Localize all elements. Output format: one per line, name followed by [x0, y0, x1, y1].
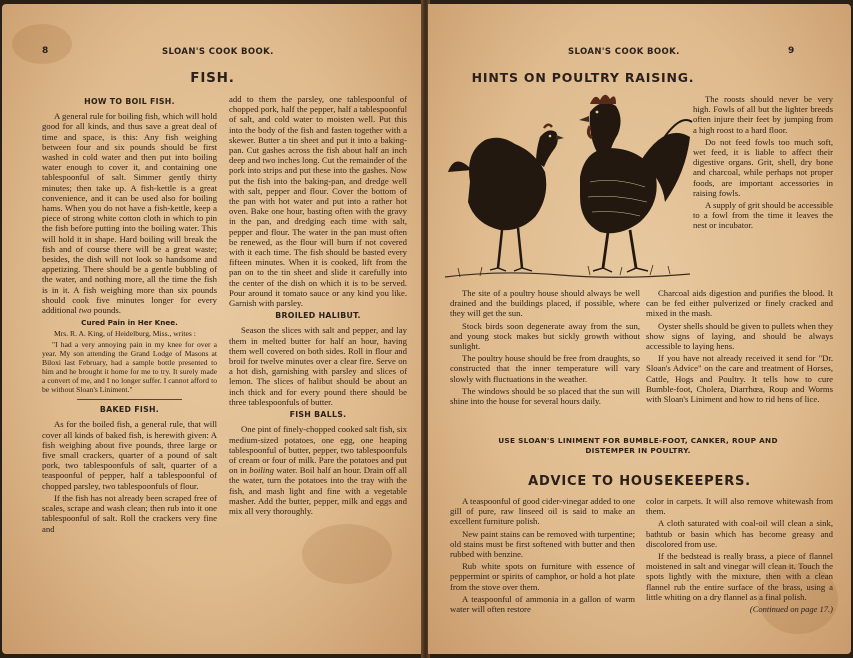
housekeepers-left-column	[450, 496, 635, 616]
boil-fish-text: A general rule for boiling fish, which will hold good for all kinds, and thus save a great deal of time and space, is this: Any fish weighing between four and six pounds should be first washed in cold water and then put into boiling water enough to cover it, and containing one tablespoonful of salt. Simmer gently thirty minutes; then take up. A fish-kettle is a great convenience, and it can be used also for boiling hams. When you do not have a fish-kettle, keep a piece of strong white cotton cloth in which to pin the fish before putting into the boiling water. This will hold it in shape. Hard boiling will break the fish and of course there will be a great waste; besides, the dish will not look so handsome and appetizing. There should be a gentle bubbling of the water, and nothing more, all the time the fish is in it. A fish weighing more than six pounds should cook five minutes longer for every additional two pounds.	[42, 111, 217, 316]
paper-stain	[12, 24, 72, 64]
baked-fish-heading: BAKED FISH.	[99, 405, 160, 415]
fish-balls-heading: FISH BALLS.	[289, 410, 347, 420]
paint-stains-text: New paint stains can be removed with turpentine; old stains must be first softened with butter and then rubbed with benzine.	[450, 528, 635, 560]
stock-text: Stock birds soon degenerate away from the sun, and young stock makes but sickly growth without sunlight.	[450, 320, 640, 352]
coal-oil-text: A cloth saturated with coal-oil will clean a sink, bathtub or basin which has become greasy and discolored from use.	[646, 518, 833, 549]
left-column-2	[229, 94, 407, 518]
section-title: FISH.	[190, 70, 235, 86]
brass-text: If the bedstead is really brass, a piece of flannel moistened in salt and vinegar will clean it. Touch the spots lightly with the mixture, then with a clean flannel rub the entire surface of the brass, using a little whiting on a dry flannel as a final polish.	[646, 551, 833, 602]
oyster-text: Oyster shells should be given to pullets when they show signs of laying, and should be always accessible to laying hens.	[646, 320, 833, 352]
fish-balls-text: One pint of finely-chopped cooked salt fish, six medium-sized potatoes, one egg, one heaping tablespoonful of butter, pepper, two tablespoonfuls of cream or four of milk. Pare the potatoes and put on in boiling water. Boil half an hour. Drain off all the water, turn the potatoes into the tray with the fish, and mash light and fine with a vegetable masher. Add the butter, pepper, milk and eggs and mix all very thoroughly.	[229, 424, 407, 516]
page-number: 9	[788, 46, 795, 56]
advice-text: If you have not already received it send for "Dr. Sloan's Advice" on the care and treatment of Horses, Cattle, Hogs and Poultry. It tells how to cure Bumble-foot, Cholera, Diarrhœa, Roup and Worms with Sloan's Liniment and how to rid hens of lice.	[646, 353, 833, 405]
housekeepers-title: ADVICE TO HOUSEKEEPERS.	[528, 474, 751, 489]
paper-stain	[302, 524, 392, 584]
testimonial-intro: Mrs. R. A. King, of Heidelburg, Miss., writes :	[54, 329, 196, 339]
page-number: 8	[42, 46, 49, 56]
halibut-heading: BROILED HALIBUT.	[275, 311, 361, 321]
baked-fish-text: As for the boiled fish, a general rule, that will cover all kinds of baked fish, is herewith given: A fish weighing about five pounds, three large or five small crackers, quarter of a pound of salt pork, two tablespoonfuls of salt, quarter of a teaspoonful of pepper, half a tablespoonful of chopped parsley, two tablespoonfuls of flour.	[42, 419, 217, 491]
running-head: SLOAN'S COOK BOOK.	[162, 47, 274, 57]
baked-fish-text-2: If the fish has not already been scraped free of scales, scrape and wash clean; then rub into it one tablespoonful of salt. Roll the crackers very fine and	[42, 492, 217, 534]
boil-fish-heading: HOW TO BOIL FISH.	[84, 97, 175, 106]
right-page	[428, 4, 851, 654]
left-column-1	[42, 94, 217, 536]
testimonial	[42, 318, 217, 394]
charcoal-text: Charcoal aids digestion and purifies the blood. It can be fed either pulverized or finely cracked and mixed in the mash.	[646, 288, 833, 319]
poultry-bottom-right-column	[646, 288, 833, 406]
divider	[77, 399, 182, 400]
section-title: HINTS ON POULTRY RAISING.	[471, 70, 695, 85]
site-text: The site of a poultry house should always be well drained and the buildings placed, if possible, where they will get the sun.	[450, 288, 640, 319]
windows-text: The windows should be so placed that the sun will shine into the house for several hours daily.	[450, 385, 640, 407]
white-spots-text: Rub white spots on furniture with essence of peppermint or spirits of camphor, or hold a hot plate from the stove over them.	[450, 561, 635, 592]
ammonia-text: A teaspoonful of ammonia in a gallon of warm water will often restore	[450, 593, 635, 615]
house-text: The poultry house should be free from draughts, so constructed that the inner temperature will vary slowly with fluctuations in the weather.	[450, 353, 640, 384]
roosts-text: The roosts should never be very high. Fowls of all but the lighter breeds often injure their feet by jumping from a high roost to a hard floor.	[693, 94, 833, 135]
halibut-text: Season the slices with salt and pepper, and lay them in melted butter for half an hour, having them well covered on both sides. Roll in flour and broil for twelve minutes over a clear fire. Serve on a hot dish, garnishing with parsley and slices of lemon. The slices of halibut should be about an inch thick and for every pound there should be three tablespoonfuls of butter.	[229, 325, 407, 407]
rooster-and-hen-illustration	[440, 82, 695, 287]
hen-figure	[448, 125, 564, 271]
liniment-advert: USE SLOAN'S LINIMENT FOR BUMBLE-FOOT, CANKER, ROUP AND DISTEMPER IN POULTRY.	[498, 436, 778, 455]
rooster-figure	[579, 95, 692, 272]
feed-text: Do not feed fowls too much soft, wet feed, it is liable to affect their digestive organs. Grit, shell, dry bone and charcoal, while perhaps not proper foods, are important accessories in raising fowls.	[693, 136, 833, 198]
polish-text: A teaspoonful of good cider-vinegar added to one gill of pure, raw linseed oil is said to make an excellent furniture polish.	[450, 496, 635, 527]
grit-text: A supply of grit should be accessible to a fowl from the time it leaves the nest or incubator.	[693, 200, 833, 231]
continued-note: (Continued on page 17.)	[749, 604, 833, 615]
carpet-text: color in carpets. It will also remove whitewash from them.	[646, 496, 833, 517]
left-page	[2, 4, 423, 654]
poultry-top-right-column	[693, 94, 833, 233]
testimonial-heading: Cured Pain in Her Knee.	[81, 318, 178, 328]
baked-fish-continued: add to them the parsley, one tablespoonful of chopped pork, half the pepper, half a tablespoonful of salt, and cold water to moisten well. Put this into the body of the fish and fasten together with a skewer. Butter a tin sheet and put it into a baking-pan. Cut gashes across the fish about half an inch deep and two inches long. Cut the remainder of the pork into strips and put these into the gashes. Now put the fish into the baking-pan, and dredge well with salt, pepper and flour. Cover the bottom of the pan with hot water and put into a rather hot oven. Bake one hour, basting often with the gravy in the pan, and dredging each time with salt, pepper and flour. The water in the pan must often be renewed, as the flour will burn if not covered with it each time. The fish should be basted every fifteen minutes. When it is cooked, lift from the pan on to the tin sheet and slide it carefully into the center of the dish on which it is to be served. Pour around it tomato sauce or any kind you like. Garnish with parsley.	[229, 94, 407, 309]
running-head: SLOAN'S COOK BOOK.	[568, 47, 680, 57]
housekeepers-right-column	[646, 496, 833, 614]
poultry-bottom-left-column	[450, 288, 640, 408]
testimonial-quote: "I had a very annoying pain in my knee for over a year. My son attending the Grand Lodge of Masons at Biloxi last February, had a sample bottle presented to him and he brought it home for me to try. It surely made a convert of me, and I no longer suffer. I cannot afford to be without Sloan's Liniment."	[42, 340, 217, 395]
